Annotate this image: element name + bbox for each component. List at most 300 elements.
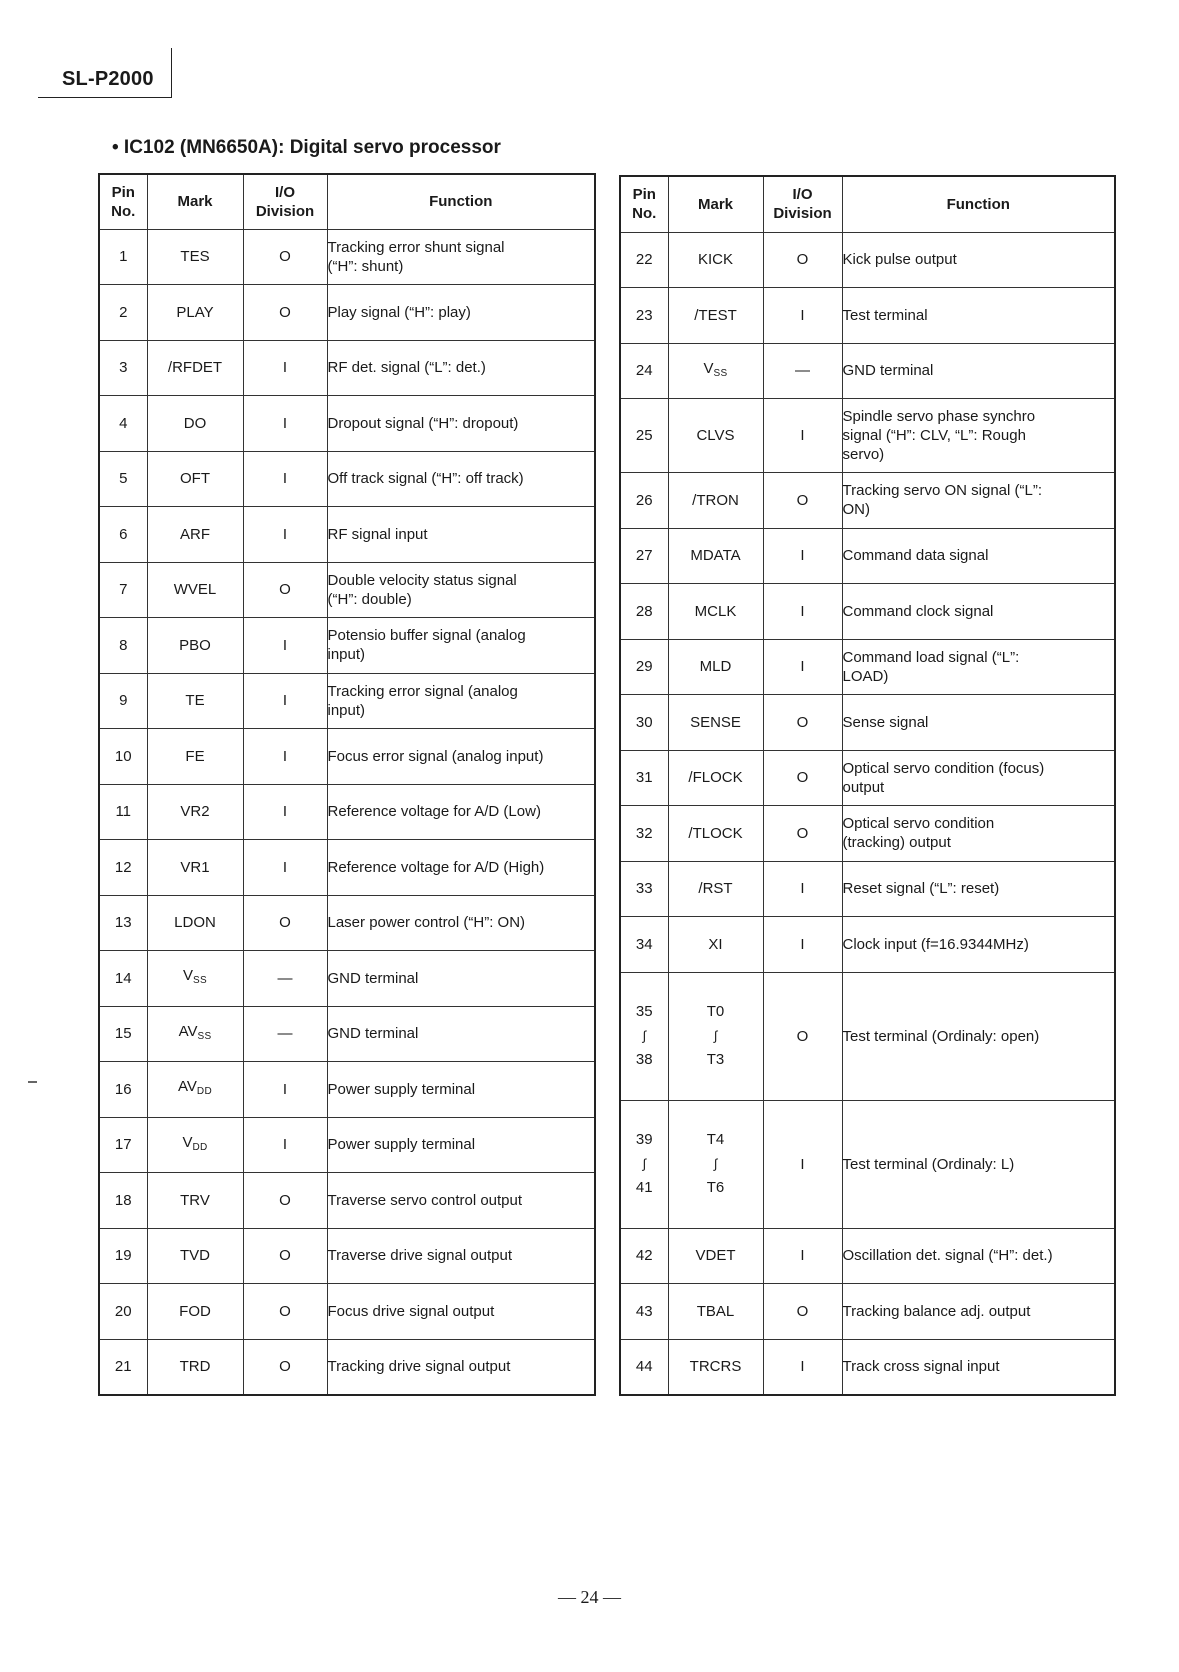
function-line: input) (327, 701, 366, 719)
page-number: — 24 — (558, 1587, 621, 1607)
function-cell (327, 951, 595, 1007)
mark-name: /TLOCK (688, 824, 743, 842)
pin-number: 8 (119, 636, 128, 654)
io-cell (243, 618, 327, 674)
io-cell (763, 806, 842, 862)
io-division: I (800, 602, 805, 620)
pin-number-cell (99, 507, 147, 563)
pin-number: 30 (635, 713, 653, 731)
mark-name: TRD (179, 1358, 211, 1375)
table-row (99, 951, 595, 1007)
mark-cell (147, 396, 243, 452)
table-row (620, 288, 1115, 344)
mark-name: TE (185, 692, 205, 710)
io-division: I (282, 858, 288, 876)
table-row (99, 285, 595, 341)
io-division: I (800, 1358, 805, 1375)
section-title: • IC102 (MN6650A): Digital servo processor (112, 137, 501, 158)
mark-name: VDET (695, 1247, 736, 1265)
mark-name: V (703, 359, 714, 377)
table-row (99, 895, 595, 951)
table-row (99, 673, 595, 729)
function-cell (327, 1339, 595, 1395)
mark-name: FE (185, 747, 205, 765)
function-cell (842, 1339, 1115, 1395)
pin-number: 2 (119, 303, 128, 321)
pin-number: 1 (119, 248, 128, 266)
function-line: Test terminal (842, 306, 928, 324)
mark-name: AV (178, 1078, 197, 1096)
mark-cell (147, 507, 243, 563)
function-line: Traverse servo control output (327, 1191, 523, 1209)
function-cell (842, 473, 1115, 529)
mark-to: T6 (706, 1179, 725, 1196)
mark-cell (147, 840, 243, 896)
pin-number-cell (99, 1006, 147, 1062)
io-cell (243, 673, 327, 729)
table-row (99, 1228, 595, 1284)
io-division: I (282, 747, 288, 765)
io-cell (763, 972, 842, 1100)
table-row (620, 584, 1115, 640)
mark-cell (668, 806, 763, 862)
function-cell (842, 1100, 1115, 1228)
mark-cell (668, 972, 763, 1100)
io-division: I (282, 1136, 288, 1154)
function-cell (327, 673, 595, 729)
mark-name: OFT (180, 470, 210, 488)
mark-cell (147, 1117, 243, 1173)
function-cell (327, 784, 595, 840)
io-division: — (277, 969, 293, 987)
pin-range (621, 1129, 668, 1199)
mark-cell (668, 473, 763, 529)
pin-number-cell (99, 1117, 147, 1173)
function-line: Tracking servo ON signal (“L”: (842, 482, 1042, 500)
function-line: Power supply terminal (327, 1136, 476, 1154)
table-row (620, 806, 1115, 862)
function-line: Laser power control (“H”: ON) (327, 914, 526, 932)
io-cell (243, 951, 327, 1007)
function-cell (327, 507, 595, 563)
mark-from: T0 (706, 1003, 725, 1020)
mark-range (669, 1129, 763, 1199)
function-line: Traverse drive signal output (327, 1247, 513, 1265)
io-division: O (796, 713, 809, 731)
io-division: I (800, 880, 805, 898)
table-row (620, 917, 1115, 973)
function-line: GND terminal (327, 1025, 419, 1043)
io-cell (763, 917, 842, 973)
pin-number-cell (99, 729, 147, 785)
pin-number: 33 (635, 880, 653, 898)
pin-number-cell (620, 750, 668, 806)
function-cell (842, 1228, 1115, 1284)
io-cell (243, 840, 327, 896)
io-cell (243, 1339, 327, 1395)
mark-cell (668, 232, 763, 288)
pin-number: 16 (114, 1080, 132, 1098)
io-cell (243, 1228, 327, 1284)
mark-cell (668, 750, 763, 806)
mark-name: TRCRS (689, 1358, 742, 1375)
io-division: I (800, 427, 805, 444)
function-cell (842, 343, 1115, 399)
pin-number-cell (99, 285, 147, 341)
function-line: Test terminal (Ordinaly: open) (842, 1027, 1040, 1045)
io-cell (243, 562, 327, 618)
pin-number-cell (620, 288, 668, 344)
pin-number-cell (620, 861, 668, 917)
pin-number: 22 (635, 251, 653, 269)
pin-table-left (98, 173, 596, 1396)
mark-cell (147, 673, 243, 729)
mark-subscript: SS (193, 975, 207, 987)
pin-number-cell (620, 917, 668, 973)
io-cell (243, 507, 327, 563)
io-division: O (279, 1302, 291, 1320)
mark-name: /FLOCK (688, 769, 743, 787)
function-cell (327, 1173, 595, 1229)
io-division: I (282, 470, 288, 488)
mark-cell (147, 1284, 243, 1340)
mark-name: VR1 (180, 858, 210, 876)
pin-number-cell (620, 343, 668, 399)
io-division: I (282, 692, 288, 710)
mark-cell (147, 1228, 243, 1284)
pin-number: 43 (635, 1302, 653, 1320)
function-line: signal (“H”: CLV, “L”: Rough (842, 427, 1026, 444)
io-division: O (796, 251, 809, 269)
mark-subscript: SS (197, 1030, 212, 1042)
mark-cell (668, 917, 763, 973)
pin-number: 24 (635, 362, 653, 380)
function-line: Power supply terminal (327, 1080, 476, 1098)
function-line: Track cross signal input (842, 1358, 1000, 1375)
table-header-row (99, 174, 595, 229)
mark-name: KICK (697, 251, 733, 269)
function-line: Double velocity status signal (327, 571, 517, 589)
mark-subscript: DD (196, 1086, 212, 1098)
mark-cell (147, 340, 243, 396)
pin-number: 34 (635, 935, 653, 953)
io-cell (763, 695, 842, 751)
function-cell (842, 861, 1115, 917)
col-header-function: Function (842, 176, 1115, 232)
io-cell (763, 1228, 842, 1284)
mark-name: /TRON (692, 491, 739, 509)
pin-number-cell (620, 473, 668, 529)
mark-cell (668, 1284, 763, 1340)
io-cell (763, 288, 842, 344)
table-row (99, 229, 595, 285)
function-line: RF signal input (327, 525, 428, 543)
function-cell (327, 285, 595, 341)
function-cell (327, 340, 595, 396)
mark-from: T4 (706, 1131, 725, 1148)
function-cell (327, 451, 595, 507)
io-cell (763, 750, 842, 806)
function-cell (327, 1228, 595, 1284)
io-division: I (800, 547, 805, 565)
pin-number-cell (99, 451, 147, 507)
io-cell (763, 528, 842, 584)
table-row (99, 1006, 595, 1062)
io-cell (243, 784, 327, 840)
mark-name: LDON (174, 914, 216, 932)
mark-name: /RST (698, 880, 733, 898)
pin-number-cell (99, 618, 147, 674)
range-symbol: ∫ (642, 1028, 647, 1043)
pin-number-cell (620, 1100, 668, 1228)
table-row (99, 1339, 595, 1395)
function-cell (327, 562, 595, 618)
io-division: O (279, 581, 291, 599)
table-row (99, 1117, 595, 1173)
io-division: O (279, 248, 291, 266)
pin-number-cell (99, 1228, 147, 1284)
mark-name: PBO (179, 636, 211, 654)
pin-number-cell (99, 673, 147, 729)
function-cell (327, 1062, 595, 1118)
function-cell (327, 1006, 595, 1062)
mark-cell (668, 288, 763, 344)
mark-cell (668, 343, 763, 399)
mark-cell (668, 1100, 763, 1228)
pin-number-cell (99, 1062, 147, 1118)
function-cell (842, 584, 1115, 640)
function-line: RF det. signal (“L”: det.) (327, 359, 486, 377)
function-line: Dropout signal (“H”: dropout) (327, 414, 519, 432)
mark-cell (147, 1339, 243, 1395)
function-line: Tracking error shunt signal (327, 238, 505, 256)
function-cell (842, 288, 1115, 344)
mark-name: TES (180, 248, 210, 266)
mark-name: V (182, 1133, 193, 1151)
pin-number: 44 (635, 1358, 653, 1375)
table-row (620, 399, 1115, 473)
mark-name: PLAY (176, 303, 214, 321)
mark-cell (147, 451, 243, 507)
io-cell (243, 1006, 327, 1062)
col-header-function: Function (327, 174, 595, 229)
pin-number-cell (99, 1284, 147, 1340)
io-division: — (277, 1025, 293, 1043)
mark-cell (668, 1228, 763, 1284)
function-line: GND terminal (842, 362, 934, 380)
mark-name: ARF (180, 525, 210, 543)
table-row (620, 639, 1115, 695)
io-cell (243, 229, 327, 285)
table-row (620, 861, 1115, 917)
function-line: Spindle servo phase synchro (842, 408, 1036, 425)
mark-cell (147, 229, 243, 285)
function-line: (“H”: double) (327, 590, 412, 608)
function-cell (842, 399, 1115, 473)
table-row (620, 528, 1115, 584)
mark-cell (147, 285, 243, 341)
pin-number-cell (99, 895, 147, 951)
io-cell (763, 399, 842, 473)
table-row (99, 451, 595, 507)
table-row (620, 343, 1115, 399)
function-cell (327, 229, 595, 285)
pin-number: 4 (119, 414, 128, 432)
pin-number: 18 (114, 1191, 132, 1209)
mark-name: WVEL (173, 581, 217, 599)
io-division: I (800, 658, 805, 676)
function-line: Oscillation det. signal (“H”: det.) (842, 1247, 1053, 1265)
io-cell (763, 861, 842, 917)
pin-number: 29 (635, 658, 653, 676)
pin-number: 11 (115, 803, 132, 821)
function-cell (842, 917, 1115, 973)
io-division: O (796, 1302, 809, 1320)
col-header-mark: Mark (147, 174, 243, 229)
table-header-row (620, 176, 1115, 232)
function-line: (tracking) output (842, 834, 951, 852)
pin-number-cell (620, 399, 668, 473)
io-division: — (795, 362, 810, 380)
io-division: I (282, 1080, 288, 1098)
function-cell (842, 639, 1115, 695)
io-cell (243, 340, 327, 396)
mark-name: TVD (180, 1247, 210, 1265)
model-label: SL-P2000 (62, 68, 154, 90)
mark-cell (668, 861, 763, 917)
io-division: O (279, 1247, 291, 1265)
io-cell (243, 396, 327, 452)
io-cell (243, 729, 327, 785)
io-division: O (796, 824, 809, 842)
pin-number: 21 (114, 1358, 132, 1375)
pin-to: 38 (635, 1051, 653, 1068)
pin-number-cell (620, 232, 668, 288)
col-header-mark: Mark (668, 176, 763, 232)
function-line: LOAD) (842, 667, 889, 685)
table-row (620, 1228, 1115, 1284)
io-division: O (796, 491, 809, 509)
mark-name: TRV (180, 1191, 210, 1209)
table-row (99, 562, 595, 618)
pin-number-cell (99, 840, 147, 896)
function-line: ON) (842, 501, 870, 519)
io-cell (243, 895, 327, 951)
table-row (99, 340, 595, 396)
io-cell (243, 451, 327, 507)
col-header-io: I/O Division (243, 174, 327, 229)
mark-name: TBAL (696, 1302, 735, 1320)
io-division: I (282, 525, 288, 543)
io-division: O (279, 1358, 291, 1375)
col-header-pin: Pin No. (99, 174, 147, 229)
mark-range (669, 1001, 763, 1071)
io-cell (243, 1173, 327, 1229)
pin-number-cell (620, 639, 668, 695)
table-row (99, 507, 595, 563)
mark-cell (147, 895, 243, 951)
function-line: Test terminal (Ordinaly: L) (842, 1155, 1015, 1173)
pin-table-right (619, 175, 1116, 1396)
mark-cell (668, 695, 763, 751)
pin-number: 17 (114, 1136, 132, 1154)
pin-number: 10 (114, 747, 132, 765)
io-cell (763, 1100, 842, 1228)
pin-number: 3 (119, 359, 128, 377)
io-division: I (800, 1247, 805, 1265)
io-cell (763, 584, 842, 640)
function-cell (327, 618, 595, 674)
mark-name: MCLK (694, 602, 737, 620)
mark-cell (147, 951, 243, 1007)
function-cell (327, 895, 595, 951)
table-row (99, 396, 595, 452)
table-row (620, 1100, 1115, 1228)
mark-cell (668, 528, 763, 584)
function-line: Command data signal (842, 547, 989, 565)
mark-name: AV (178, 1022, 198, 1040)
mark-subscript: SS (713, 367, 728, 379)
pin-number-cell (99, 1173, 147, 1229)
mark-cell (668, 399, 763, 473)
io-cell (763, 1284, 842, 1340)
io-cell (243, 285, 327, 341)
io-division: O (796, 1027, 809, 1045)
pin-number-cell (99, 396, 147, 452)
pin-number: 12 (114, 858, 132, 876)
function-line: output (842, 778, 885, 796)
pin-number-cell (99, 340, 147, 396)
pin-number: 25 (635, 427, 653, 444)
pin-from: 39 (635, 1131, 653, 1148)
pin-number: 20 (114, 1302, 132, 1320)
pin-number: 31 (635, 769, 653, 787)
io-division: I (800, 306, 805, 324)
function-line: Reset signal (“L”: reset) (842, 880, 1000, 898)
mark-name: XI (708, 935, 723, 953)
function-line: Reference voltage for A/D (Low) (327, 803, 541, 821)
mark-cell (147, 784, 243, 840)
margin-mark (28, 1081, 37, 1083)
mark-name: DO (183, 414, 207, 432)
mark-cell (147, 1173, 243, 1229)
pin-number-cell (620, 528, 668, 584)
pin-number-cell (620, 1284, 668, 1340)
io-division: I (800, 935, 805, 953)
table-row (99, 840, 595, 896)
pin-number: 6 (119, 525, 128, 543)
function-cell (842, 232, 1115, 288)
pin-number-cell (620, 695, 668, 751)
pin-number: 28 (635, 602, 653, 620)
io-cell (763, 343, 842, 399)
function-line: Play signal (“H”: play) (327, 303, 471, 321)
mark-name: V (183, 967, 194, 985)
mark-cell (147, 618, 243, 674)
io-division: O (279, 1191, 291, 1209)
function-cell (327, 729, 595, 785)
function-cell (842, 528, 1115, 584)
function-cell (842, 695, 1115, 751)
table-row (620, 232, 1115, 288)
range-symbol: ∫ (713, 1028, 718, 1043)
pin-number: 5 (119, 470, 128, 488)
table-row (99, 1062, 595, 1118)
mark-cell (668, 1339, 763, 1395)
pin-number: 32 (635, 824, 653, 842)
io-cell (763, 1339, 842, 1395)
function-cell (842, 1284, 1115, 1340)
